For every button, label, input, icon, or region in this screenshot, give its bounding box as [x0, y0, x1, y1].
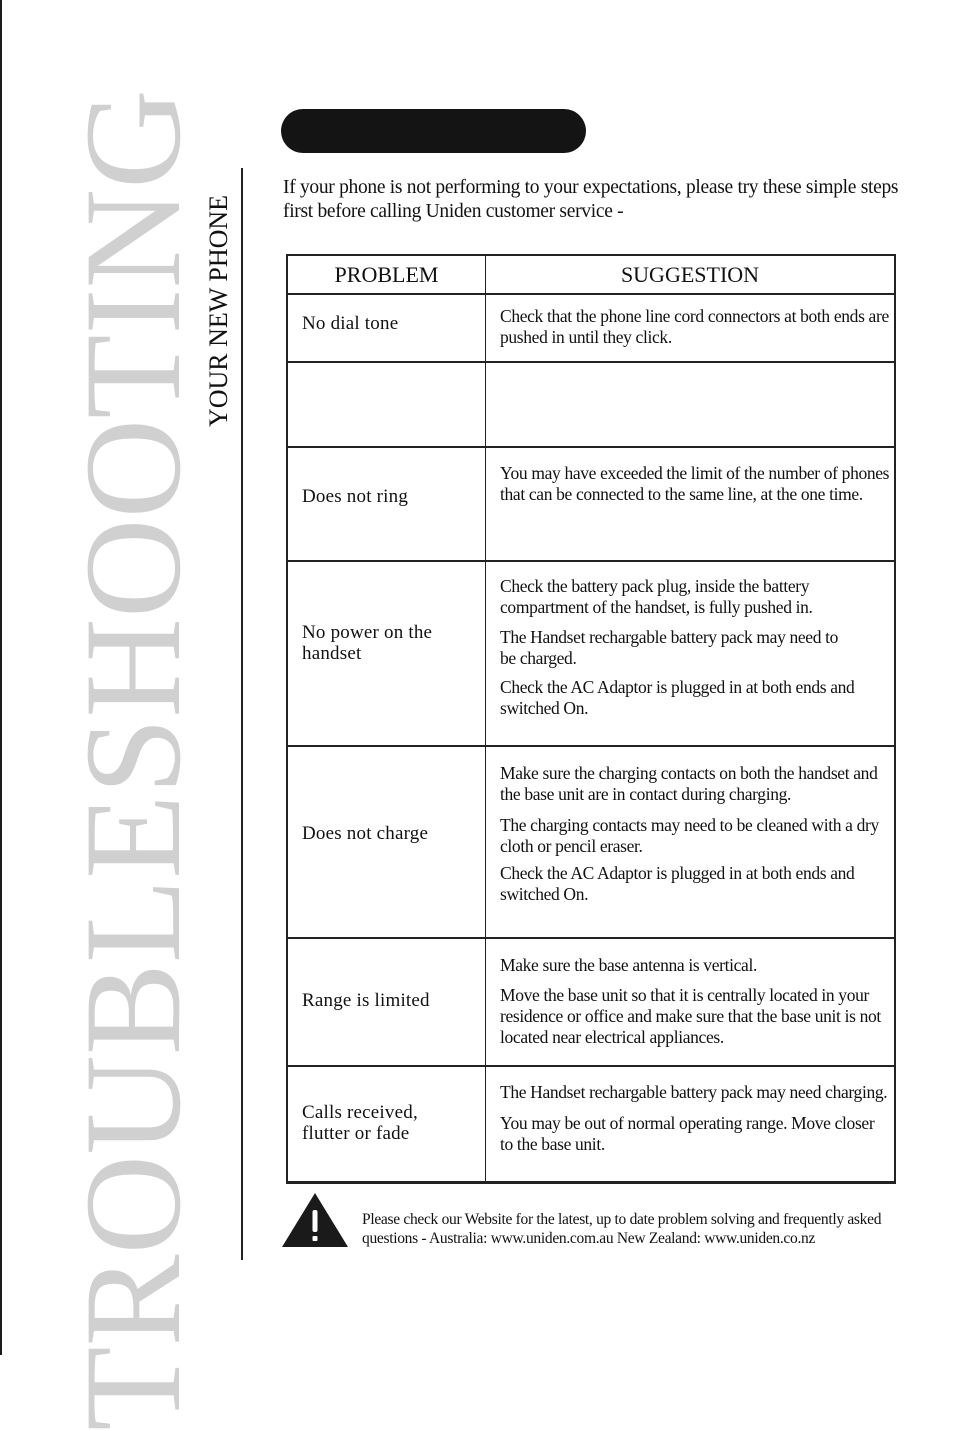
suggestion-text: The Handset rechargable battery pack may need to be charged.	[500, 627, 839, 668]
row-divider	[286, 361, 896, 363]
section-subtitle: YOUR NEW PHONE	[204, 194, 233, 428]
suggestion-text: Check that the phone line cord connectors at both ends are pushed in until they click.	[500, 306, 889, 347]
suggestion-text: Make sure the charging contacts on both the handset and the base unit are in contact during charging.	[500, 763, 878, 804]
section-title-troubleshooting: TROUBLESHOOTING	[56, 89, 209, 1431]
table-border-right	[894, 254, 896, 1184]
row-divider	[286, 1065, 896, 1067]
table-column-divider	[485, 254, 486, 1184]
table-border-left	[286, 254, 288, 1184]
website-note: Please check our Website for the latest, up to date problem solving and frequently asked questions - Australia: www.uniden.com.au New Zealand: www.uniden.co.nz	[362, 1211, 882, 1247]
row-divider	[286, 446, 896, 448]
suggestion-text: The Handset rechargable battery pack may need charging.	[500, 1082, 888, 1102]
problem-no-dial-tone: No dial tone	[302, 313, 399, 334]
problem-no-power: No power on the handset	[302, 622, 433, 664]
intro-paragraph: If your phone is not performing to your expectations, please try these simple steps first before calling Uniden customer service -	[283, 177, 899, 222]
suggestion-text: Check the AC Adaptor is plugged in at both ends and switched On.	[500, 677, 855, 718]
problem-range-limited: Range is limited	[302, 990, 430, 1011]
column-header-suggestion: SUGGESTION	[620, 262, 760, 287]
row-divider	[286, 745, 896, 747]
warning-triangle-icon	[280, 1191, 350, 1249]
row-divider	[286, 560, 896, 562]
row-divider	[286, 937, 896, 939]
suggestion-text: You may be out of normal operating range. Move closer to the base unit.	[500, 1113, 875, 1154]
suggestion-text: You may have exceeded the limit of the number of phones that can be connected to the same line, at the one time.	[500, 463, 890, 504]
problem-does-not-charge: Does not charge	[302, 823, 429, 844]
problem-calls-flutter: Calls received, flutter or fade	[302, 1102, 418, 1144]
table-border-bottom	[286, 1181, 896, 1184]
table-border-top	[286, 254, 896, 256]
suggestion-text: The charging contacts may need to be cleaned with a dry cloth or pencil eraser.	[500, 815, 879, 856]
column-header-problem: PROBLEM	[334, 262, 439, 287]
suggestion-text: Move the base unit so that it is centrally located in your residence or office and make sure that the base unit is not located near electrical appliances.	[500, 985, 881, 1047]
vertical-divider	[241, 168, 243, 1260]
row-divider	[286, 293, 896, 295]
suggestion-text: Check the battery pack plug, inside the battery compartment of the handset, is fully pushed in.	[500, 576, 813, 617]
header-pill-bar	[281, 109, 586, 153]
page-edge-line	[0, 0, 2, 1355]
suggestion-text: Make sure the base antenna is vertical.	[500, 955, 758, 975]
suggestion-text: Check the AC Adaptor is plugged in at both ends and switched On.	[500, 863, 855, 904]
problem-does-not-ring: Does not ring	[302, 486, 409, 507]
